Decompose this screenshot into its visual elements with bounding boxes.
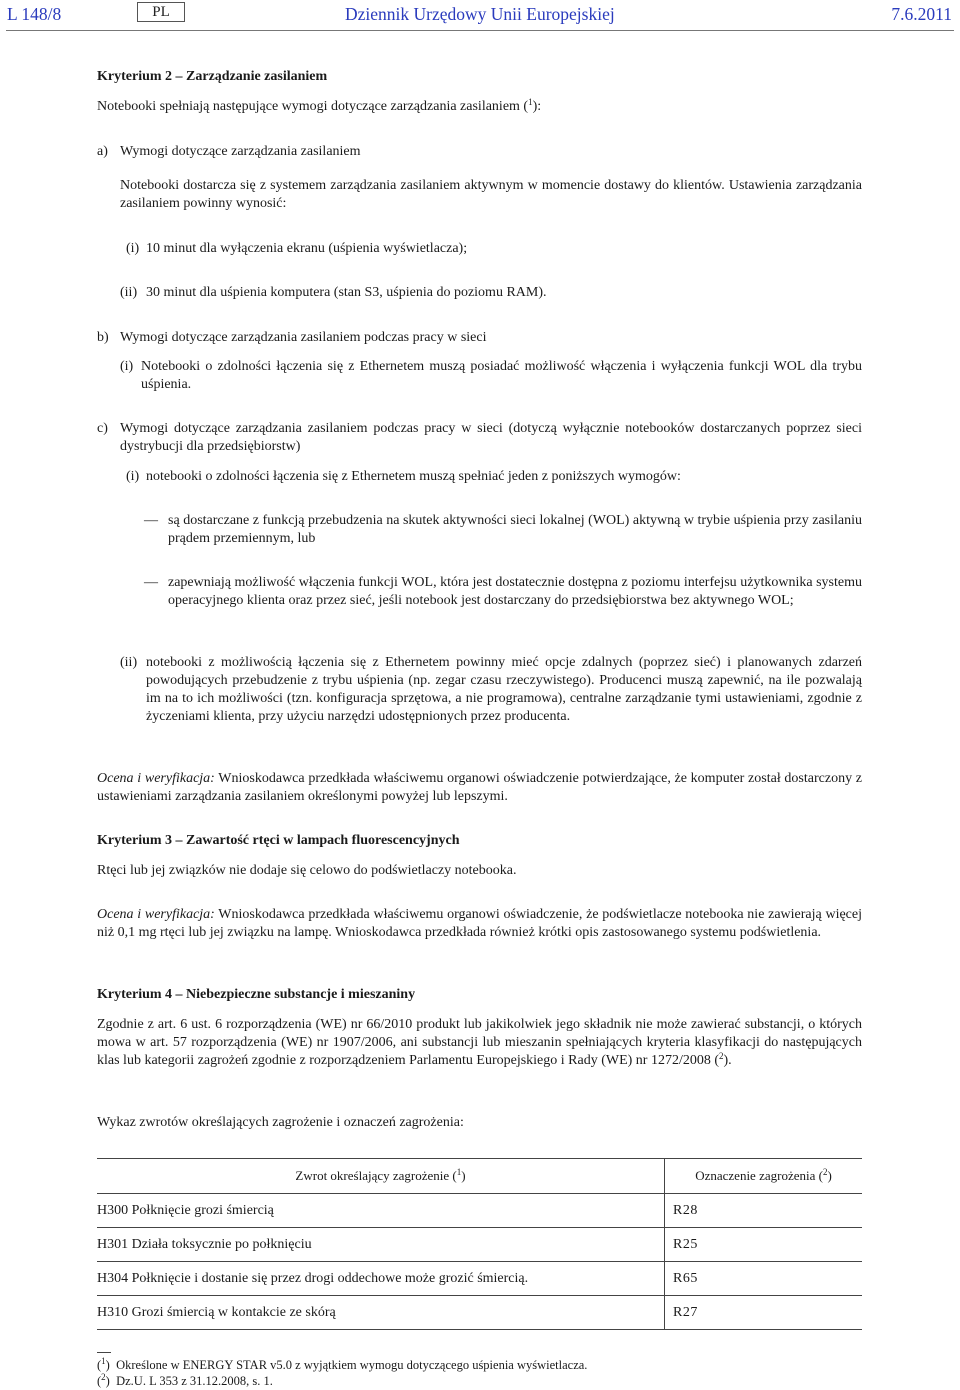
hazard-phrase: H301 Działa toksycznie po połknięciu: [97, 1228, 665, 1262]
hazard-phrase: H304 Połknięcie i dostanie się przez drogi oddechowe może grozić śmiercią.: [97, 1262, 665, 1296]
table-row: [97, 1296, 862, 1330]
footnote-2: ($^2$) Dz.U. L 353 z 31.12.2008, s. 1.: [97, 1372, 273, 1388]
item-a-ii-text: 30 minut dla uśpienia komputera (stan S3, uśpienia do poziomu RAM).: [146, 285, 547, 300]
header-divider: [6, 30, 954, 31]
footnote-divider: [97, 1352, 111, 1353]
footnote-1: ($^1$) Określone w ENERGY STAR v5.0 z wyjątkiem wymogu dotyczącego uśpienia wyświetlacza.: [97, 1356, 588, 1372]
table-row: [97, 1228, 862, 1262]
publication-date: 7.6.2011: [891, 4, 952, 24]
language-badge: PL: [137, 2, 185, 22]
hazard-code: R27: [665, 1296, 863, 1330]
footnote-ref-1[interactable]: 1: [528, 97, 533, 107]
table-row: [97, 1262, 862, 1296]
criterion-3-assessment: Ocena i weryfikacja: Wnioskodawca przedkłada właściwemu organowi oświadczenie, że podświetlacze notebooka nie zawierają więcej niż 0,1 mg rtęci lub jej związku na lampę. Wnioskodawca przedkłada również krótki opis zastosowanego systemu podświetlenia.: [97, 907, 863, 940]
item-c-label: c): [97, 421, 108, 436]
criterion-3-text: Rtęci lub jej związków nie dodaje się celowo do podświetlaczy notebooka.: [97, 863, 517, 878]
criterion-2-assessment: Ocena i weryfikacja: Wnioskodawca przedkłada właściwemu organowi oświadczenie potwierdzające, że komputer został dostarczony z ustawieniami zarządzania zasilaniem określonymi powyżej lub lepszymi.: [97, 771, 862, 804]
journal-title: Dziennik Urzędowy Unii Europejskiej: [345, 4, 615, 24]
criterion-2-heading: Kryterium 2 – Zarządzanie zasilaniem: [97, 69, 328, 84]
item-c-i-dash-1: są dostarczane z funkcją przebudzenia na skutek aktywności sieci lokalnej (WOL) aktywną w trybie uśpienia przy zasilaniu prądem przemiennym, lub: [168, 513, 862, 546]
item-c-i-label: (i): [126, 469, 140, 484]
item-b-title: Wymogi dotyczące zarządzania zasilaniem podczas pracy w sieci: [120, 330, 487, 345]
hazard-phrase: H310 Grozi śmiercią w kontakcie ze skórą: [97, 1296, 665, 1330]
criterion-4-heading: Kryterium 4 – Niebezpieczne substancje i mieszaniny: [97, 987, 416, 1002]
page-header: [0, 0, 960, 32]
criterion-4-text: Zgodnie z art. 6 ust. 6 rozporządzenia (WE) nr 66/2010 produkt lub jakikolwiek jego składnik nie może zawierać substancji, o których mowa w art. 57 rozporządzenia (WE) nr 1907/2006, ani substancji lub mieszanin spełniających kryteria klasyfikacji do następujących klas lub kategorii zagrożeń zgodnie z rozporządzeniem Parlamentu Europejskiego i Rady (WE) nr 1272/2008 ($^2$).: [97, 1017, 862, 1068]
item-c-ii-label: (ii): [120, 655, 138, 670]
column-header-code: Oznaczenie zagrożenia ($^2$): [665, 1159, 863, 1194]
column-header-phrase: Zwrot określający zagrożenie ($^1$): [97, 1159, 665, 1194]
footnote-ref-2[interactable]: 2: [719, 1051, 724, 1061]
table-row: [97, 1194, 862, 1228]
item-a-ii-label: (ii): [120, 285, 138, 300]
item-a-i-label: (i): [126, 241, 140, 256]
item-a-i-text: 10 minut dla wyłączenia ekranu (uśpienia wyświetlacza);: [146, 241, 468, 256]
hazard-code: R28: [665, 1194, 863, 1228]
dash-2: —: [144, 575, 158, 590]
item-b-i-label: (i): [120, 359, 134, 374]
hazard-table: [97, 1158, 862, 1330]
criterion-2-intro: Notebooki spełniają następujące wymogi dotyczące zarządzania zasilaniem ($^1$):: [97, 97, 542, 114]
hazard-list-intro: Wykaz zwrotów określających zagrożenie i oznaczeń zagrożenia:: [97, 1115, 464, 1130]
page-number: L 148/8: [7, 4, 62, 24]
item-c-i-dash-2: zapewniają możliwość włączenia funkcji WOL, która jest dostatecznie dostępna z poziomu interfejsu użytkownika systemu operacyjnego klienta oraz przez sieć, jeśli notebook jest dostarczany do przedsiębiorstwa bez aktywnego WOL;: [168, 575, 862, 608]
hazard-code: R65: [665, 1262, 863, 1296]
dash-1: —: [144, 513, 158, 528]
item-a-label: a): [97, 144, 108, 159]
item-b-label: b): [97, 330, 109, 345]
item-c-ii-text: notebooki z możliwością łączenia się z Ethernetem powinny mieć opcje zdalnych (poprzez sieć) i planowanych zdarzeń powodujących przebudzenie z trybu uśpienia (np. zegar czasu rzeczywistego). Producenci muszą zapewnić, na ile pozwalają im na to ich możliwości (tzn. konfiguracja sprzętowa, a nie programowa), centralne zarządzanie tymi ustawieniami, zgodnie z życzeniami klienta, przy użyciu narzędzi udostępnionych przez producenta.: [146, 655, 862, 724]
hazard-code: R25: [665, 1228, 863, 1262]
item-c-i-text: notebooki o zdolności łączenia się z Ethernetem muszą spełniać jeden z poniższych wymogów:: [146, 469, 681, 484]
item-c-title: Wymogi dotyczące zarządzania zasilaniem podczas pracy w sieci (dotyczą wyłącznie notebooków dostarczanych poprzez sieci dystrybucji dla przedsiębiorstw): [120, 421, 862, 454]
item-a-text: Notebooki dostarcza się z systemem zarządzania zasilaniem aktywnym w momencie dostawy do klientów. Ustawienia zarządzania zasilaniem powinny wynosić:: [120, 178, 862, 211]
criterion-3-heading: Kryterium 3 – Zawartość rtęci w lampach fluorescencyjnych: [97, 833, 460, 848]
item-b-i-text: Notebooki o zdolności łączenia się z Ethernetem muszą posiadać możliwość włączenia i wyłączenia funkcji WOL dla trybu uśpienia.: [141, 359, 862, 392]
table-header-row: [97, 1159, 862, 1194]
item-a-title: Wymogi dotyczące zarządzania zasilaniem: [120, 144, 361, 159]
hazard-phrase: H300 Połknięcie grozi śmiercią: [97, 1194, 665, 1228]
